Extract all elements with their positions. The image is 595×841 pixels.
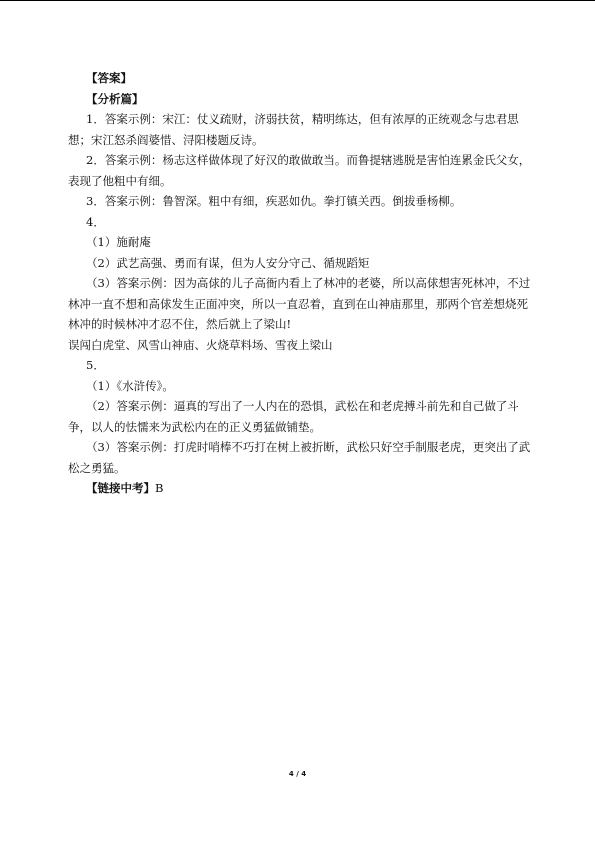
q5-answer-1: （1）《水浒传》。	[86, 378, 174, 393]
q2-line1: 2．答案示例：杨志这样做体现了好汉的敢做敢当。而鲁提辖逃脱是害怕连累金氏父女，	[86, 153, 531, 167]
heading-answer: 【答案】	[86, 71, 132, 85]
q1-line2: 想；宋江怒杀阎婆惜、浔阳楼题反诗。	[68, 132, 264, 147]
q5-answer-3-line2: 松之勇猛。	[68, 460, 126, 475]
q4-answer-2: （2）武艺高强、勇而有谋，但为人安分守己、循规蹈矩	[86, 255, 370, 270]
q5-answer-2-line2: 争，以人的怯懦来为武松内在的正义勇猛做铺垫。	[68, 419, 321, 434]
page-number: 4 / 4	[288, 770, 307, 778]
link-exam-answer: B	[155, 481, 164, 495]
q4-number: 4．	[86, 214, 105, 229]
q4-answer-1: （1）施耐庵	[86, 235, 151, 249]
q4-answer-3-line3: 林冲的时候林冲才忍不住，然后就上了梁山!	[68, 317, 292, 331]
q2-line2: 表现了他粗中有细。	[68, 173, 172, 188]
q1-line1: 1．答案示例：宋江：仗义疏财，济弱扶贫，精明练达，但有浓厚的正统观念与忠君思	[86, 112, 519, 126]
heading-analysis: 【分析篇】	[86, 91, 144, 106]
q5-answer-2-line1: （2）答案示例：逼真的写出了一人内在的恐惧，武松在和老虎搏斗前先和自己做了斗	[86, 399, 519, 413]
q5-number: 5．	[86, 358, 105, 372]
top-rule	[0, 0, 595, 1]
q3-line: 3．答案示例：鲁智深。粗中有细，疾恶如仇。拳打镇关西。倒拔垂杨柳。	[86, 194, 462, 208]
q4-answer-3-line2: 林冲一直不想和高俅发生正面冲突，所以一直忍着，直到在山神庙那里，那两个官差想烧死	[68, 296, 528, 311]
link-exam-label: 【链接中考】	[86, 481, 155, 495]
q5-answer-3-line1: （3）答案示例：打虎时哨棒不巧打在树上被折断，武松只好空手制服老虎，更突出了武	[86, 440, 531, 454]
q4-answer-3-line1: （3）答案示例：因为高俅的儿子高衙内看上了林冲的老婆，所以高俅想害死林冲，不过	[86, 276, 531, 290]
document-body	[68, 68, 531, 499]
q4-answer-3-line4: 误闯白虎堂、风雪山神庙、火烧草料场、雪夜上梁山	[68, 337, 333, 352]
link-exam	[68, 478, 528, 499]
